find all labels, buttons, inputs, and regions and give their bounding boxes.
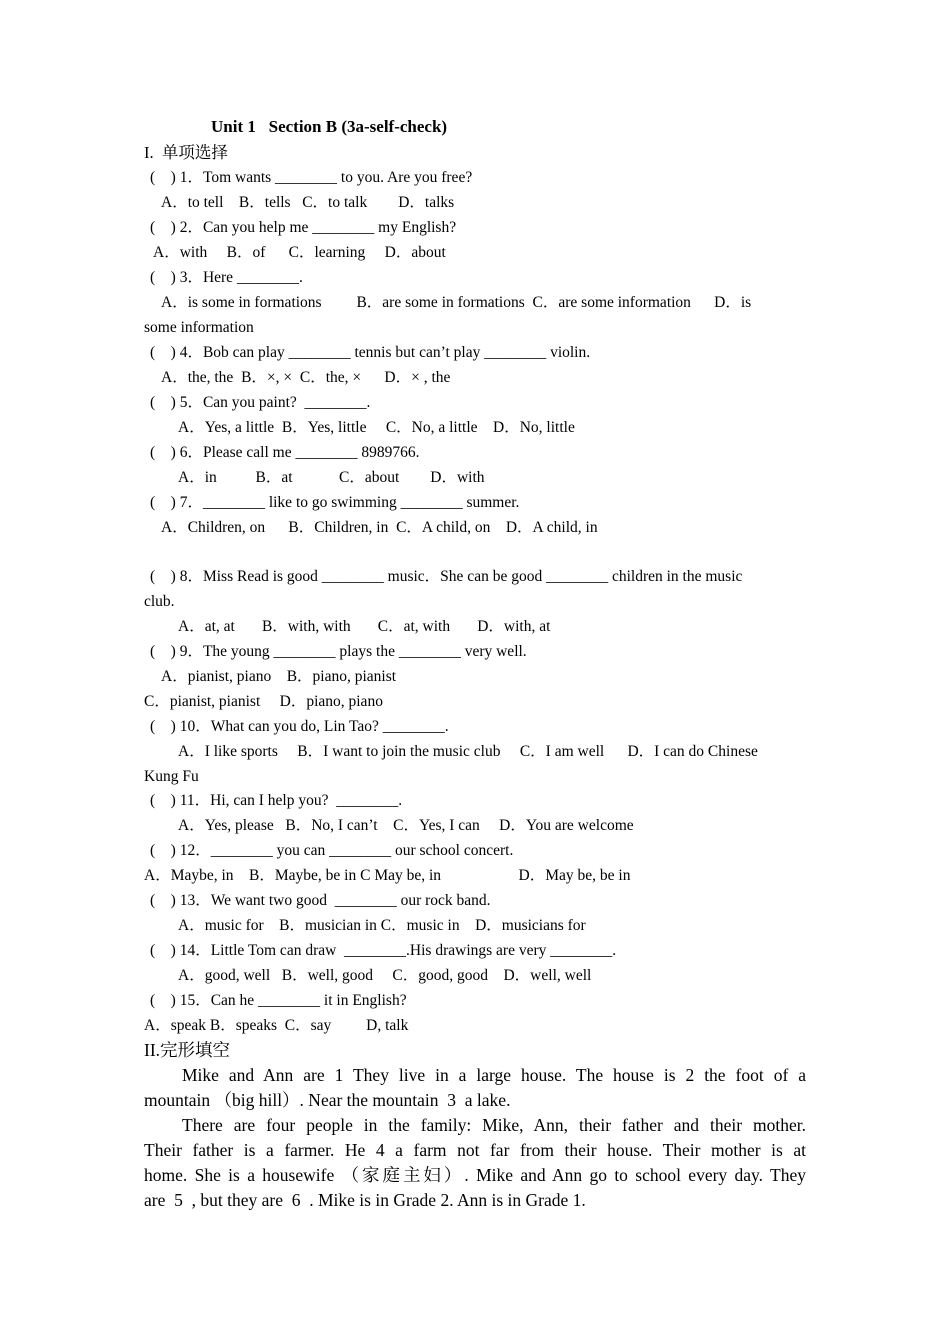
passage-line: Mike and Ann are 1 They live in a large house. The house is 2 the foot of a [182,1065,806,1085]
question-line: ( ) 5．Can you paint? ________. [150,394,371,411]
question-line: ( ) 8．Miss Read is good ________ music．She can be good ________ children in the music [150,568,743,585]
section-heading-multiple-choice: I. 单项选择 [144,143,228,162]
options-line: A．Yes, please B．No, I can’t C．Yes, I can D．You are welcome [178,817,634,834]
question-line: ( ) 14．Little Tom can draw ________.His drawings are very ________. [150,942,617,959]
options-line: C．pianist, pianist D．piano, piano [144,693,383,710]
options-line: A．good, well B．well, good C．good, good D．well, well [178,967,592,984]
question-line: ( ) 15．Can he ________ it in English? [150,992,407,1009]
options-line: A．in B．at C．about D．with [178,469,485,486]
passage-line: home. She is a housewife （家庭主妇）. Mike and Ann go to school every day. They [144,1165,806,1185]
page-title: Unit 1 Section B (3a-self-check) [211,117,448,136]
options-line-continued: Kung Fu [144,768,199,785]
options-line: A．Yes, a little B．Yes, little C．No, a little D．No, little [178,419,575,436]
options-line: A．music for B．musician in C．music in D．musicians for [178,917,586,934]
options-line: A．the, the B．×, × C．the, × D．× , the [161,369,451,386]
options-line: A．is some in formations B．are some in formations C．are some information D．is [161,294,752,311]
options-line: A．I like sports B．I want to join the music club C．I am well D．I can do Chinese [178,743,758,760]
question-line: ( ) 7．________ like to go swimming ________ summer. [150,494,520,511]
passage-line: mountain （big hill）. Near the mountain 3 a lake. [144,1090,511,1110]
options-line-continued: some information [144,319,254,336]
options-line: A．Maybe, in B．Maybe, be in C May be, in D．May be, be in [144,867,631,884]
question-line: ( ) 1．Tom wants ________ to you. Are you free? [150,169,473,186]
question-line: ( ) 12．________ you can ________ our school concert. [150,842,514,859]
question-line: ( ) 10．What can you do, Lin Tao? ________. [150,718,449,735]
options-line: A．speak B．speaks C．say D, talk [144,1017,409,1034]
options-line: A．pianist, piano B．piano, pianist [161,668,397,685]
question-line: ( ) 13．We want two good ________ our rock band. [150,892,491,909]
section-heading-cloze: II.完形填空 [144,1040,231,1060]
question-line: ( ) 3．Here ________. [150,269,303,286]
question-line: ( ) 9．The young ________ plays the ________ very well. [150,643,527,660]
options-line: A．at, at B．with, with C．at, with D．with, at [178,618,551,635]
options-line: A．with B．of C．learning D．about [153,244,446,261]
passage-line: There are four people in the family: Mike, Ann, their father and their mother. [182,1115,806,1135]
question-line: ( ) 11．Hi, can I help you? ________. [150,792,403,809]
passage-line: are 5 , but they are 6 . Mike is in Grade 2. Ann is in Grade 1. [144,1190,586,1210]
passage-line: Their father is a farmer. He 4 a farm not far from their house. Their mother is at [144,1140,806,1160]
question-line: ( ) 6．Please call me ________ 8989766. [150,444,420,461]
options-line: A．Children, on B．Children, in C．A child, on D．A child, in [161,519,598,536]
question-line-continued: club. [144,593,175,610]
question-line: ( ) 4．Bob can play ________ tennis but can’t play ________ violin. [150,344,591,361]
question-line: ( ) 2．Can you help me ________ my English? [150,219,457,236]
options-line: A．to tell B．tells C．to talk D．talks [161,194,455,211]
